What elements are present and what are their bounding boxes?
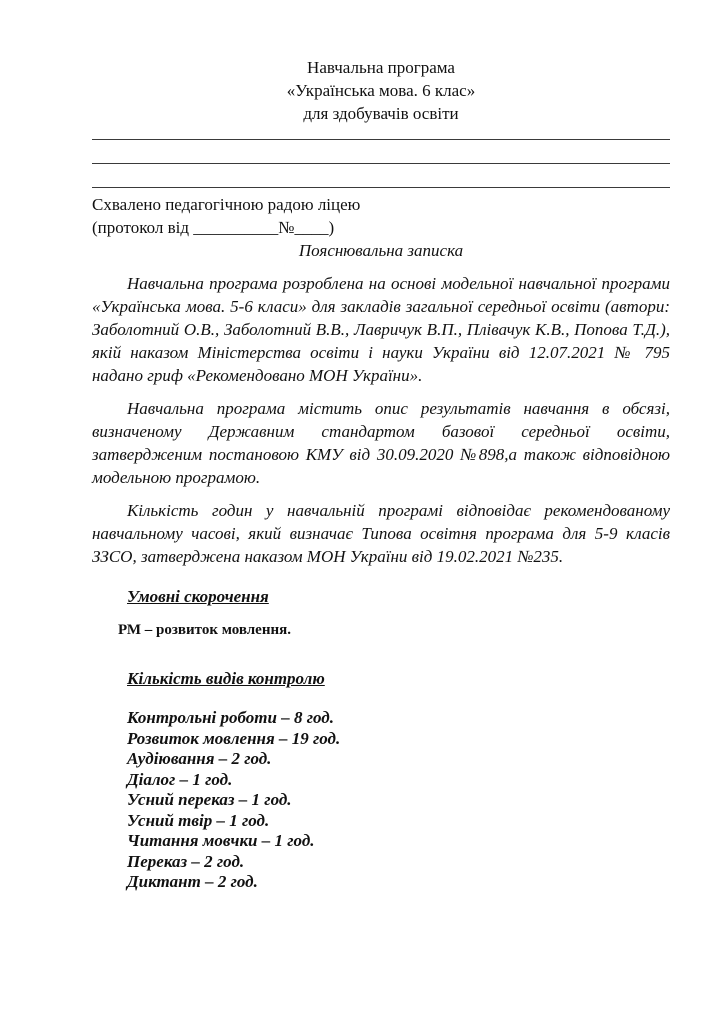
abbreviation-item-rm: РМ – розвиток мовлення.	[118, 622, 291, 638]
control-item: Диктант – 2 год.	[127, 872, 258, 891]
control-item: Розвиток мовлення – 19 год.	[127, 728, 341, 748]
control-item: Діалог – 1 год.	[127, 769, 233, 789]
control-item: Усний переказ – 1 год.	[127, 790, 292, 809]
control-item: Переказ – 2 год.	[127, 851, 245, 871]
ruling-line	[92, 140, 670, 164]
control-item: Контрольні роботи – 8 год.	[127, 708, 334, 727]
document-title-line: «Українська мова. 6 клас»	[286, 81, 476, 100]
approval-block	[92, 193, 670, 239]
control-item: Аудіювання – 2 год.	[127, 749, 272, 768]
document-title-line: для здобувачів освіти	[303, 104, 459, 123]
approval-line-2: (протокол від __________№____)	[92, 218, 335, 237]
control-types-section	[92, 667, 670, 690]
explanatory-note-heading: Пояснювальна записка	[298, 241, 464, 260]
abbreviations-section	[92, 585, 670, 608]
paragraph-hours: Кількість годин у навчальній програмі відповідає рекомендованому навчальному часові, який визначає Типова освітня програма для 5-9 класів ЗЗСО, затверджена наказом МОН України від 19.02.2021 №235.	[92, 501, 670, 566]
control-item: Читання мовчки – 1 год.	[127, 831, 315, 850]
document-title-line: Навчальна програма	[307, 58, 455, 77]
paragraph-standards: Навчальна програма містить опис результатів навчання в обсязі, визначеному Державним стандартом базової середньої освіти, затвердженим постановою КМУ від 30.09.2020 №898,а також відповідною модельною програмою.	[92, 399, 670, 487]
abbreviations-heading: Умовні скорочення	[127, 587, 269, 606]
control-types-heading: Кількість видів контролю	[127, 669, 325, 688]
control-types-list	[92, 708, 670, 893]
document-title	[92, 56, 670, 125]
blank-ruling-lines	[92, 125, 670, 188]
paragraph-program-basis: Навчальна програма розроблена на основі модельної навчальної програми «Українська мова. 5-6 класи» для закладів загальної середньої освіти (автори: Заболотний О.В., Заболотний В.В., Лавричук В.П., Плівачук К.В., Попова Т.Д.), якій наказом Міністерства освіти і науки України від 12.07.2021 № 795 надано гриф «Рекомендовано МОН України».	[92, 274, 670, 385]
ruling-line	[92, 125, 670, 140]
control-item: Усний твір – 1 год.	[127, 810, 270, 830]
ruling-line	[92, 164, 670, 188]
approval-line-1: Схвалено педагогічною радою ліцею	[92, 195, 361, 214]
